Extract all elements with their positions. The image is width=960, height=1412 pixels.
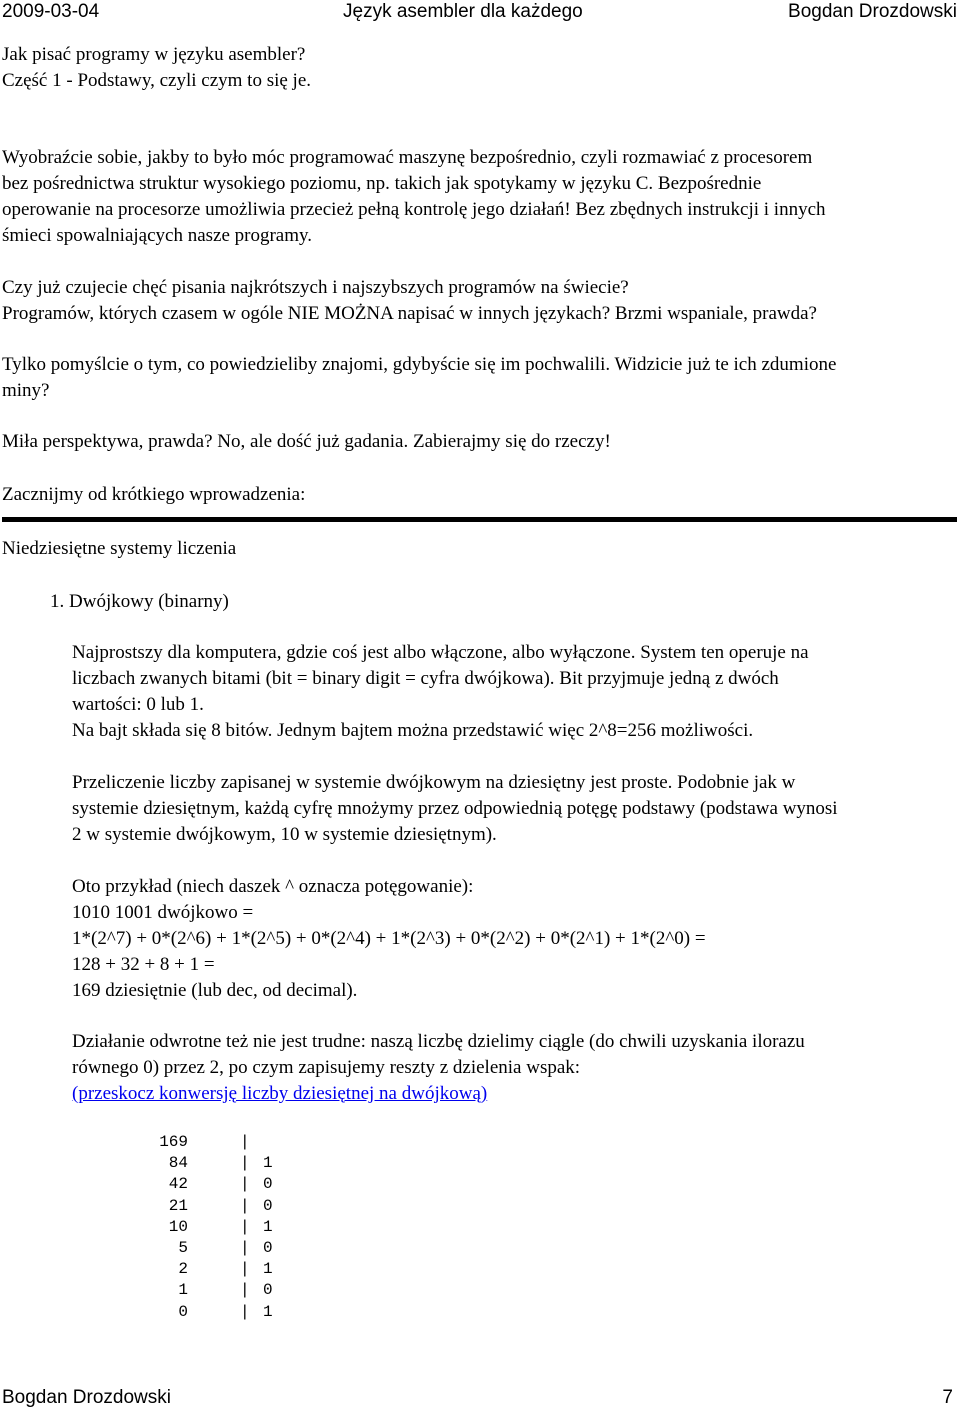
conversion-separator: | [240,1217,250,1236]
header-author: Bogdan Drozdowski [788,1,957,22]
horizontal-rule [2,517,957,522]
conversion-remainder: 0 [263,1238,273,1257]
conversion-row [150,1217,290,1238]
skip-conversion-link[interactable]: (przeskocz konwersję liczby dziesiętnej na dwójkową) [72,1083,488,1104]
conversion-quotient: 21 [168,1196,188,1215]
conversion-separator: | [240,1260,250,1279]
conversion-row [150,1302,290,1323]
footer-author: Bogdan Drozdowski [2,1387,171,1408]
intro-line-2: Część 1 - Podstawy, czyli czym to się je. [2,70,312,91]
conversion-quotient: 0 [178,1302,188,1321]
conversion-quotient: 5 [178,1238,188,1257]
body-2-line-1: Przeliczenie liczby zapisanej w systemie dwójkowym na dziesiętny jest proste. Podobnie jak w [72,772,796,793]
reverse-line-1: Działanie odwrotne też nie jest trudne: naszą liczbę dzielimy ciągle (do chwili uzyskania ilorazu [72,1031,805,1052]
body-1-line-4: Na bajt składa się 8 bitów. Jednym bajtem można przedstawić więc 2^8=256 możliwości. [72,720,754,741]
conversion-quotient: 42 [168,1175,188,1194]
conversion-row [150,1238,290,1259]
example-line-4: 128 + 32 + 8 + 1 = [72,954,215,975]
paragraph-1-line-2: bez pośrednictwa struktur wysokiego poziomu, np. takich jak spotykamy w języku C. Bezpośrednie [2,173,762,194]
conversion-remainder: 1 [263,1302,273,1321]
body-1-line-3: wartości: 0 lub 1. [72,694,204,715]
list-item-title: 1. Dwójkowy (binarny) [50,591,229,612]
reverse-line-2: równego 0) przez 2, po czym zapisujemy reszty z dzielenia wspak: [72,1057,581,1078]
paragraph-1-line-1: Wyobraźcie sobie, jakby to było móc programować maszynę bezpośrednio, czyli rozmawiać z procesorem [2,147,813,168]
conversion-quotient: 2 [178,1260,188,1279]
conversion-row [150,1174,290,1195]
paragraph-1-line-4: śmieci spowalniających nasze programy. [2,225,313,246]
header-title: Język asembler dla każdego [343,1,583,22]
conversion-row [150,1132,290,1153]
section-heading: Niedziesiętne systemy liczenia [2,538,237,559]
conversion-remainder: 0 [263,1196,273,1215]
footer-page-number: 7 [942,1387,953,1408]
paragraph-4: Miła perspektywa, prawda? No, ale dość już gadania. Zabierajmy się do rzeczy! [2,431,611,452]
conversion-row [150,1153,290,1174]
conversion-quotient: 1 [178,1281,188,1300]
paragraph-3-line-2: miny? [2,380,50,401]
conversion-separator: | [240,1196,250,1215]
conversion-table [150,1132,290,1323]
conversion-separator: | [240,1175,250,1194]
conversion-row [150,1196,290,1217]
conversion-row [150,1280,290,1301]
conversion-separator: | [240,1238,250,1257]
conversion-quotient: 84 [168,1154,188,1173]
header-date: 2009-03-04 [2,1,100,22]
example-line-5: 169 dziesiętnie (lub dec, od decimal). [72,980,358,1001]
conversion-separator: | [240,1302,250,1321]
conversion-separator: | [240,1154,250,1173]
paragraph-5: Zacznijmy od krótkiego wprowadzenia: [2,484,306,505]
conversion-remainder: 1 [263,1217,273,1236]
paragraph-3-line-1: Tylko pomyślcie o tym, co powiedzieliby znajomi, gdybyście się im pochwalili. Widzicie już te ich zdumione [2,354,837,375]
conversion-remainder: 1 [263,1260,273,1279]
conversion-quotient: 10 [168,1217,188,1236]
conversion-quotient: 169 [159,1133,188,1151]
conversion-separator: | [240,1133,250,1151]
example-line-2: 1010 1001 dwójkowo = [72,902,254,923]
example-line-3: 1*(2^7) + 0*(2^6) + 1*(2^5) + 0*(2^4) + 1*(2^3) + 0*(2^2) + 0*(2^1) + 1*(2^0) = [72,928,706,949]
conversion-separator: | [240,1281,250,1300]
paragraph-2-line-2: Programów, których czasem w ogóle NIE MOŻNA napisać w innych językach? Brzmi wspaniale, prawda? [2,303,817,324]
conversion-remainder: 1 [263,1154,273,1173]
conversion-remainder: 0 [263,1175,273,1194]
intro-line-1: Jak pisać programy w języku asembler? [2,44,306,65]
paragraph-2-line-1: Czy już czujecie chęć pisania najkrótszych i najszybszych programów na świecie? [2,277,629,298]
body-1-line-2: liczbach zwanych bitami (bit = binary digit = cyfra dwójkowa). Bit przyjmuje jedną z dwóch [72,668,779,689]
conversion-row [150,1259,290,1280]
body-2-line-2: systemie dziesiętnym, każdą cyfrę mnożymy przez odpowiednią potęgę podstawy (podstawa wynosi [72,798,838,819]
conversion-remainder: 0 [263,1281,273,1300]
example-line-1: Oto przykład (niech daszek ^ oznacza potęgowanie): [72,876,474,897]
paragraph-1-line-3: operowanie na procesorze umożliwia przecież pełną kontrolę jego działań! Bez zbędnych instrukcji i innych [2,199,826,220]
body-2-line-3: 2 w systemie dwójkowym, 10 w systemie dziesiętnym). [72,824,497,845]
body-1-line-1: Najprostszy dla komputera, gdzie coś jest albo włączone, albo wyłączone. System ten operuje na [72,642,809,663]
